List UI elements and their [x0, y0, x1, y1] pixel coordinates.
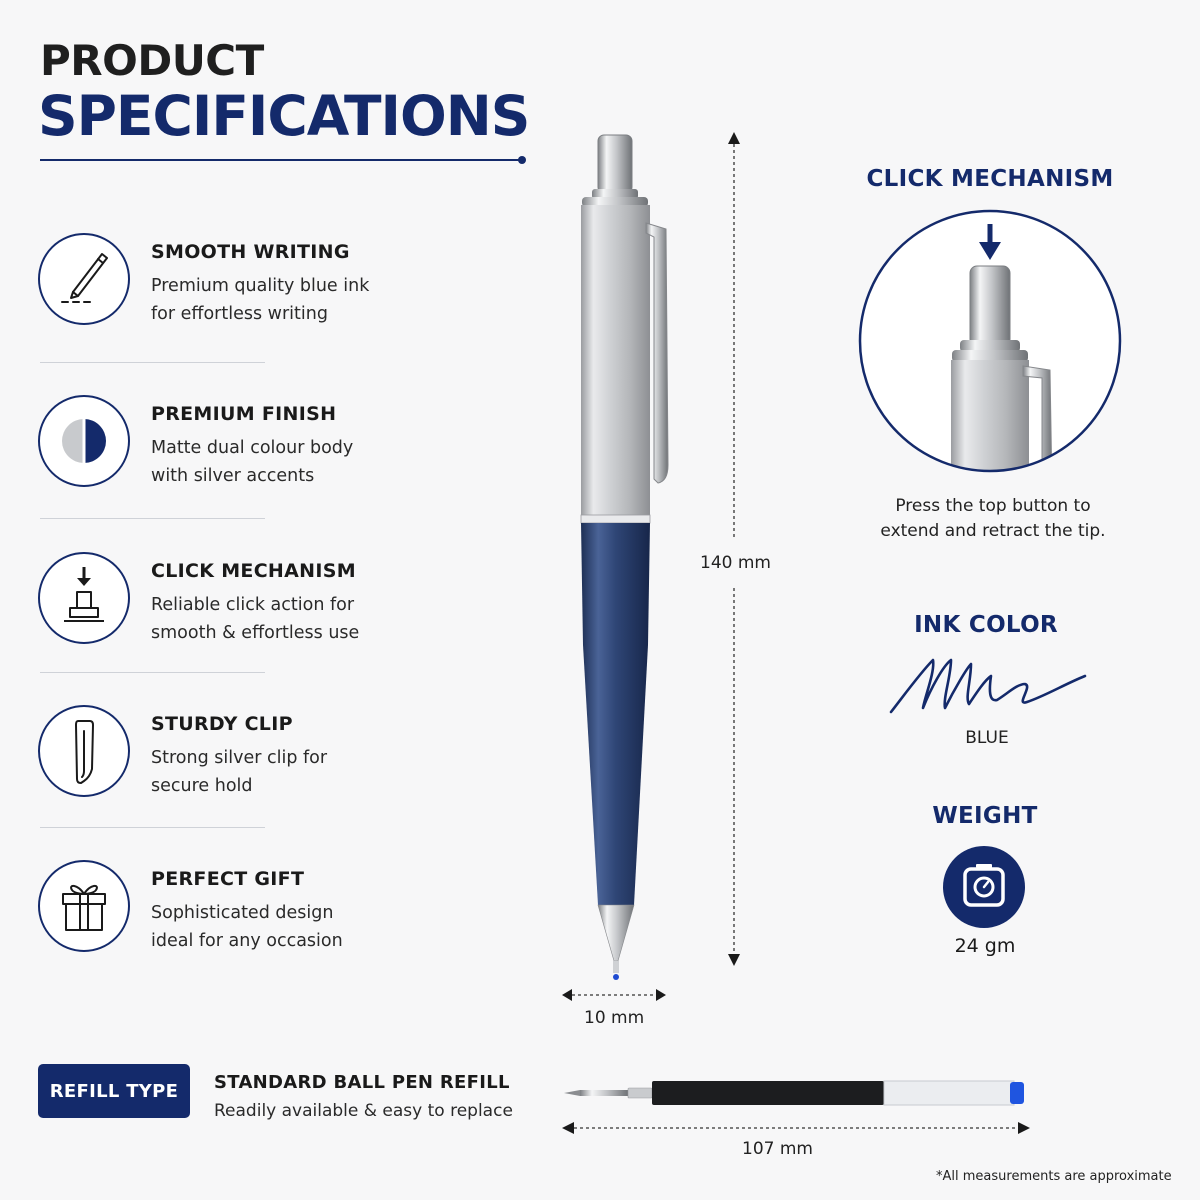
refill-illustration	[558, 1076, 1036, 1110]
feature-description: Premium quality blue ink for effortless writing	[151, 276, 370, 324]
feature-description: Sophisticated design ideal for any occasion	[151, 903, 343, 951]
measurement-footnote: *All measurements are approximate	[936, 1169, 1172, 1184]
refill-dimension-line	[560, 1118, 1034, 1138]
title-underline	[40, 159, 522, 161]
feature-title: STURDY CLIP	[151, 713, 293, 735]
ink-color-title: INK COLOR	[914, 612, 1058, 638]
feature-click-mechanism	[38, 552, 438, 652]
pen-writing-icon	[38, 233, 130, 325]
feature-divider	[40, 518, 265, 519]
pen-illustration	[550, 125, 690, 995]
click-mechanism-description: Press the top button to extend and retract the tip.	[880, 496, 1106, 541]
width-dimension-line	[560, 986, 670, 1004]
ink-color-value: BLUE	[965, 728, 1009, 748]
gift-icon	[38, 860, 130, 952]
feature-premium-finish	[38, 395, 438, 495]
refill-length-label: 107 mm	[742, 1139, 813, 1159]
page-title-line1: PRODUCT	[40, 36, 264, 85]
feature-divider	[40, 827, 265, 828]
feature-title: SMOOTH WRITING	[151, 241, 350, 263]
refill-type-badge: REFILL TYPE	[38, 1064, 190, 1118]
click-mechanism-title: CLICK MECHANISM	[866, 166, 1114, 192]
feature-sturdy-clip	[38, 705, 438, 805]
refill-description: Readily available & easy to replace	[214, 1101, 513, 1121]
click-mechanism-closeup	[858, 208, 1128, 478]
clip-icon	[38, 705, 130, 797]
feature-divider	[40, 672, 265, 673]
weight-value: 24 gm	[954, 935, 1016, 957]
title-underline-dot	[518, 156, 526, 164]
refill-title: STANDARD BALL PEN REFILL	[214, 1072, 510, 1093]
feature-perfect-gift	[38, 860, 438, 960]
feature-description: Matte dual colour body with silver accents	[151, 438, 354, 486]
pen-length-label: 140 mm	[700, 553, 771, 573]
pen-width-label: 10 mm	[584, 1008, 645, 1028]
weighing-scale-icon	[942, 845, 1026, 929]
feature-description: Strong silver clip for secure hold	[151, 748, 328, 796]
feature-title: PREMIUM FINISH	[151, 403, 337, 425]
weight-title: WEIGHT	[932, 803, 1038, 829]
length-dimension-line	[724, 128, 744, 970]
feature-divider	[40, 362, 265, 363]
feature-title: CLICK MECHANISM	[151, 560, 356, 582]
dual-colour-icon	[38, 395, 130, 487]
feature-title: PERFECT GIFT	[151, 868, 305, 890]
click-button-icon	[38, 552, 130, 644]
page-title-line2: SPECIFICATIONS	[38, 84, 530, 148]
ink-scribble-sample	[885, 652, 1095, 722]
feature-description: Reliable click action for smooth & effortless use	[151, 595, 360, 643]
feature-smooth-writing	[38, 233, 438, 333]
